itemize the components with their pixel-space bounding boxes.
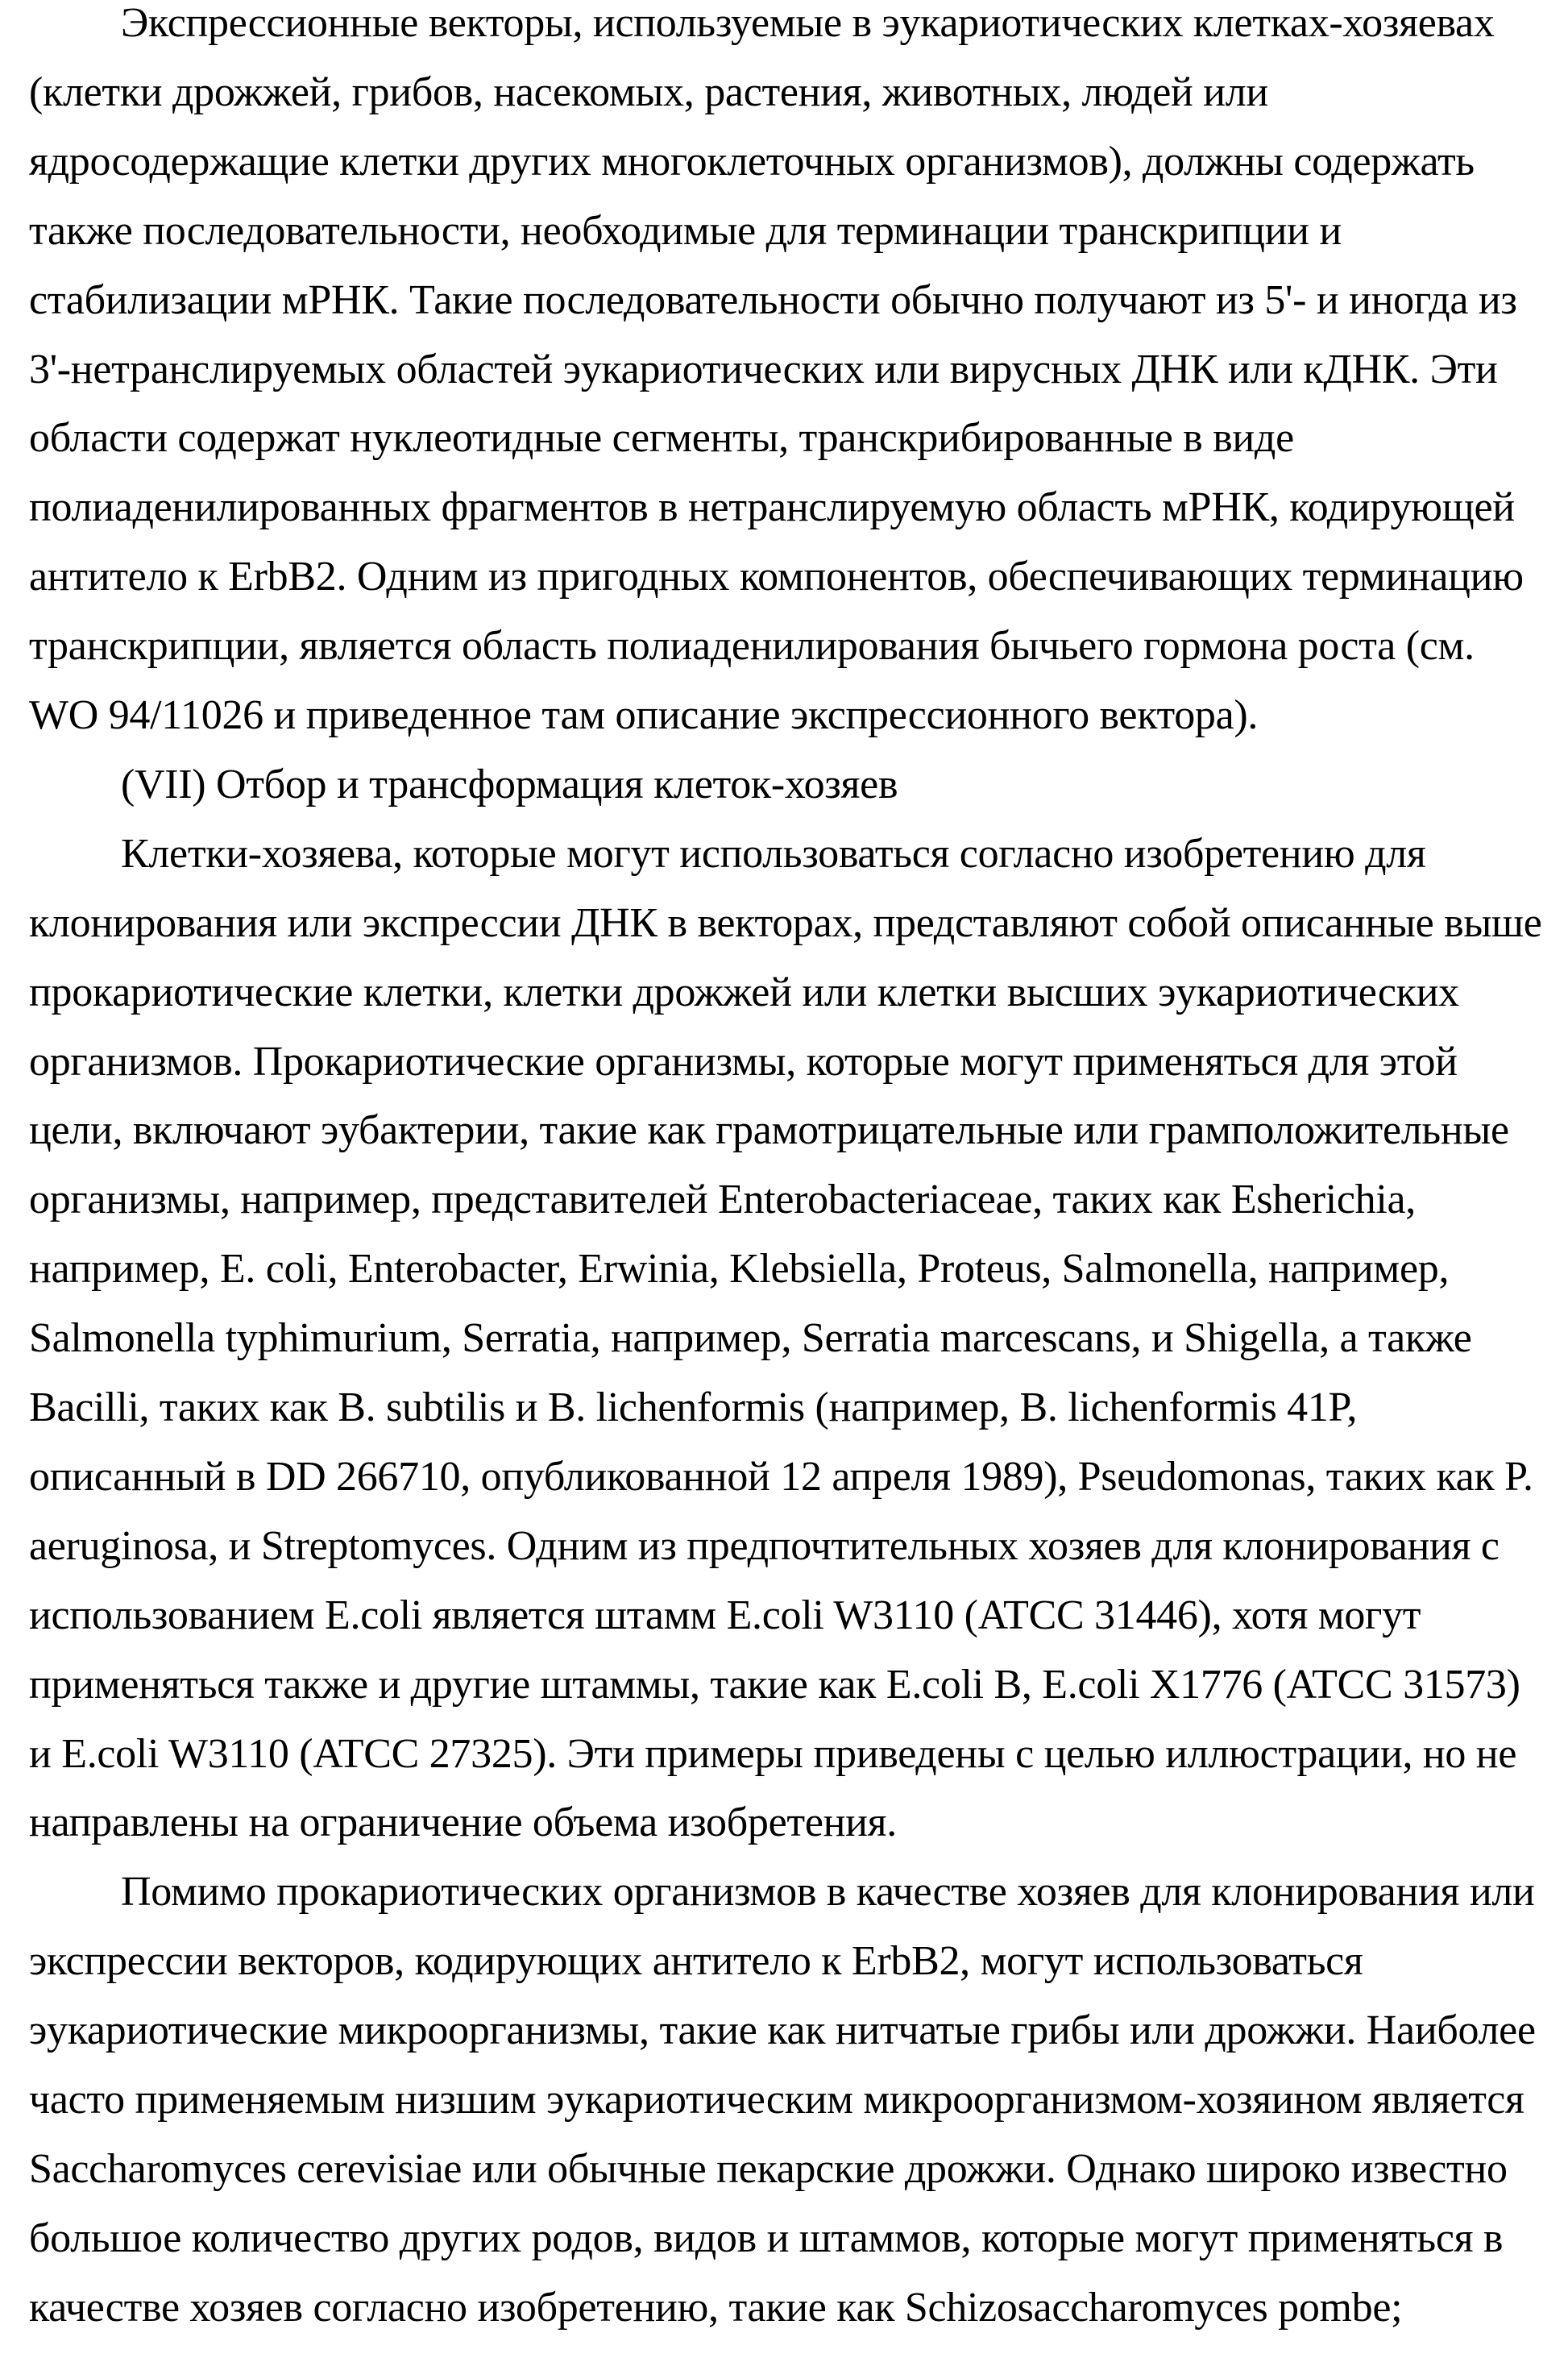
text-line: (клетки дрожжей, грибов, насекомых, растения, животных, людей или xyxy=(29,69,1268,115)
text-line: WO 94/11026 и приведенное там описание экспрессионного вектора). xyxy=(29,692,1259,738)
text-line: полиаденилированных фрагментов в нетранслируемую область мРНК, кодирующей xyxy=(29,484,1515,530)
text-line: описанный в DD 266710, опубликованной 12 апреля 1989), Pseudomonas, таких как P. xyxy=(29,1454,1533,1500)
text-line: применяться также и другие штаммы, такие как E.coli B, E.coli X1776 (ATCC 31573) xyxy=(29,1662,1520,1708)
text-line: и E.coli W3110 (ATCC 27325). Эти примеры приведены с целью иллюстрации, но не xyxy=(29,1731,1517,1777)
section-heading: (VII) Отбор и трансформация клеток-хозяев xyxy=(121,762,898,807)
text-line: области содержат нуклеотидные сегменты, транскрибированные в виде xyxy=(29,415,1294,461)
text-line: клонирования или экспрессии ДНК в векторах, представляют собой описанные выше xyxy=(29,900,1542,946)
paragraph-first-line: Клетки-хозяева, которые могут использоваться согласно изобретению для xyxy=(121,831,1426,877)
text-line: Saccharomyces cerevisiae или обычные пекарские дрожжи. Однако широко известно xyxy=(29,2146,1508,2192)
text-line: качестве хозяев согласно изобретению, такие как Schizosaccharomyces pombe; xyxy=(29,2285,1403,2331)
text-line: организмов. Прокариотические организмы, которые могут применяться для этой xyxy=(29,1039,1458,1085)
text-line: эукариотические микроорганизмы, такие как нитчатые грибы или дрожжи. Наиболее xyxy=(29,2007,1536,2053)
paragraph-first-line: Экспрессионные векторы, используемые в эукариотических клетках-хозяевах xyxy=(121,0,1495,46)
text-line: Bacilli, таких как B. subtilis и B. lichenformis (например, B. lichenformis 41P, xyxy=(29,1384,1358,1430)
text-line: aeruginosa, и Streptomyces. Одним из предпочтительных хозяев для клонирования с xyxy=(29,1523,1500,1569)
text-line: ядросодержащие клетки других многоклеточных организмов), должны содержать xyxy=(29,139,1475,185)
text-line: также последовательности, необходимые для терминации транскрипции и xyxy=(29,208,1342,254)
text-line: например, E. coli, Enterobacter, Erwinia, Klebsiella, Proteus, Salmonella, например, xyxy=(29,1246,1450,1292)
text-line: использованием E.coli является штамм E.coli W3110 (ATCC 31446), хотя могут xyxy=(29,1592,1421,1638)
text-line: стабилизации мРНК. Такие последовательности обычно получают из 5'- и иногда из xyxy=(29,277,1517,323)
paragraph-first-line: Помимо прокариотических организмов в качестве хозяев для клонирования или xyxy=(121,1869,1535,1915)
text-line: экспрессии векторов, кодирующих антитело к ErbB2, могут использоваться xyxy=(29,1938,1363,1984)
text-line: большое количество других родов, видов и штаммов, которые могут применяться в xyxy=(29,2215,1504,2261)
text-line: Salmonella typhimurium, Serratia, например, Serratia marcescans, и Shigella, а также xyxy=(29,1315,1472,1361)
text-line: транскрипции, является область полиаденилирования бычьего гормона роста (см. xyxy=(29,623,1475,669)
text-line: организмы, например, представителей Enterobacteriaceae, таких как Esherichia, xyxy=(29,1177,1416,1222)
text-line: цели, включают эубактерии, такие как грамотрицательные или грамположительные xyxy=(29,1107,1509,1153)
text-line: 3'-нетранслируемых областей эукариотических или вирусных ДНК или кДНК. Эти xyxy=(29,347,1498,392)
text-line: направлены на ограничение объема изобретения. xyxy=(29,1799,897,1845)
text-line: прокариотические клетки, клетки дрожжей или клетки высших эукариотических xyxy=(29,969,1459,1015)
text-line: часто применяемым низшим эукариотическим микроорганизмом-хозяином является xyxy=(29,2077,1524,2123)
text-line: антитело к ErbB2. Одним из пригодных компонентов, обеспечивающих терминацию xyxy=(29,554,1524,600)
